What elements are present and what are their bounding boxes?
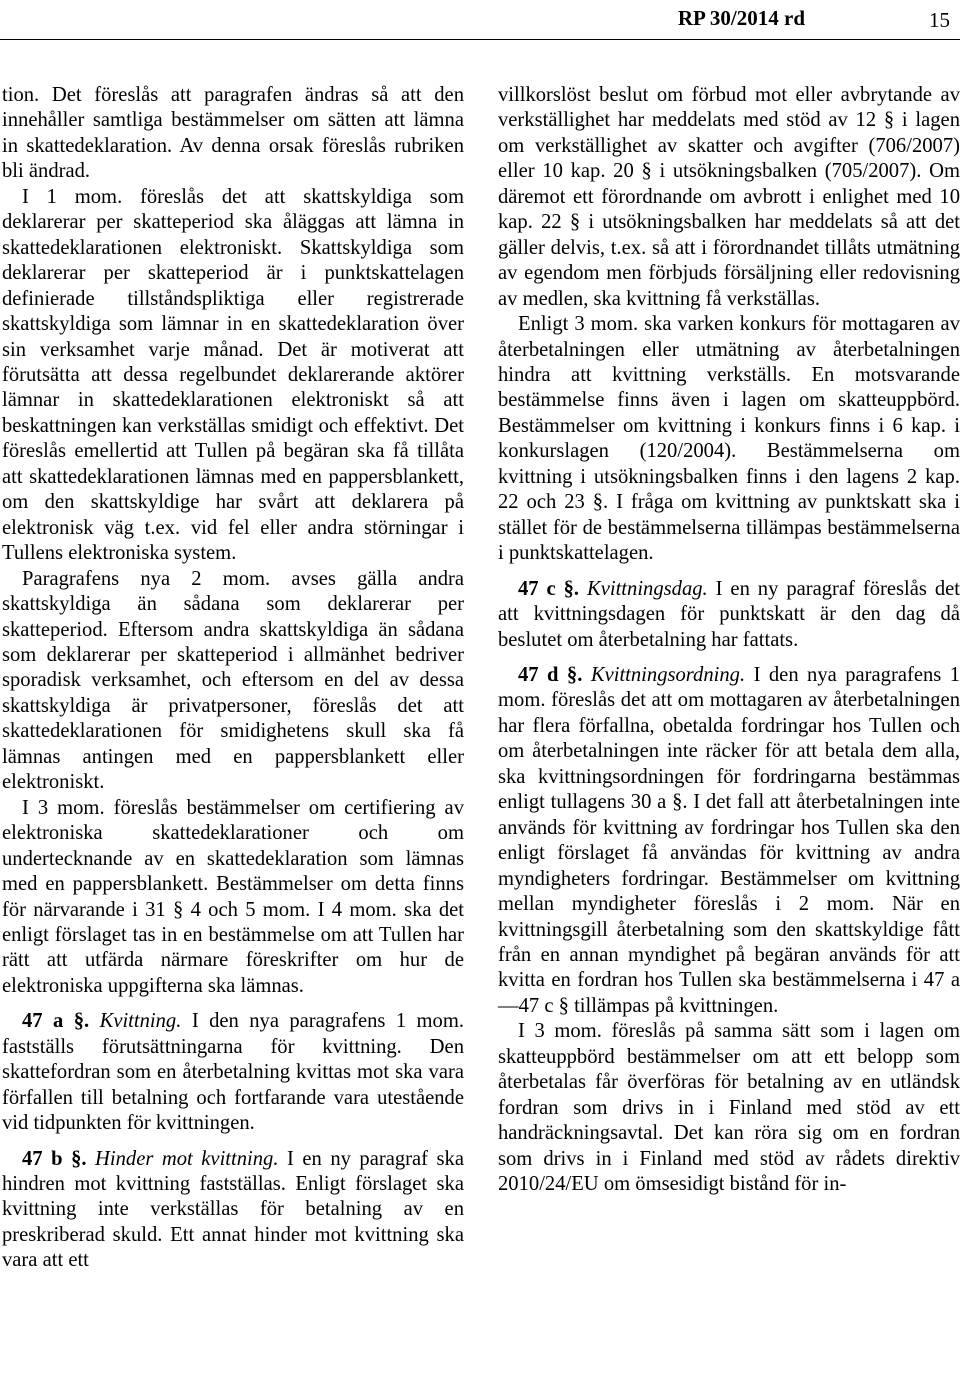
page-number: 15 — [929, 8, 950, 32]
header-rule — [0, 39, 960, 40]
paragraph: I 3 mom. föreslås på samma sätt som i lagen om skatteuppbörd bestämmelser om att ett belopp som återbetalas får överföras för betalning av en utländsk fordran som drivs in i Finland med stöd av ett handräckningsavtal. Det kan röra sig om en fordran som drivs in i Finland med stöd av rådets direktiv 2010/24/EU om ömsesidigt bistånd för in- — [498, 1020, 960, 1196]
section-text: I en ny paragraf ska hindren mot kvittning fastställas. Enligt förslaget ska kvittning inte verkställas för betalning av en preskriberad skuld. Ett annat hinder mot kvittning ska vara att ett — [2, 1147, 464, 1272]
section-heading: Kvittningsdag. — [586, 577, 708, 600]
section-number: 47 c §. — [518, 577, 580, 600]
section-heading: Kvittningsordning. — [590, 663, 746, 686]
section-heading: Kvittning. — [99, 1010, 182, 1033]
section-text: I den nya paragrafens 1 mom. fastställs förutsättningarna för kvittning. Den skattefordran som en återbetalning kvittas mot ska vara förfallen till betalning och fortfarande vara utestående vid tidpunkten för kvittningen. — [2, 1010, 465, 1135]
section-heading: Hinder mot kvittning. — [95, 1147, 279, 1170]
paragraph: I 1 mom. föreslås det att skattskyldiga som deklarerar per skatteperiod ska åläggas att lämna in skattedeklarationen elektroniskt. Skattskyldiga som deklarerar per skatteperiod är i punktskattelagen definierade tillståndspliktiga eller registrerade skattskyldiga som lämnar in en skattedeklaration över sin verksamhet varje månad. Det är motiverat att förutsätta att dessa regelbundet deklarerande aktörer lämnar in skattedeklarationen elektroniskt så att beskattningen kan verkställas smidigt och effektivt. Det föreslås emellertid att Tullen på begäran ska få tillåta att skattedeklarationen lämnas med en pappersblankett, om den skattskyldige har svårt att deklarera på elektronisk väg t.ex. vid fel eller andra störningar i Tullens elektroniska system. — [2, 185, 464, 565]
paragraph: villkorslöst beslut om förbud mot eller avbrytande av verkställighet har meddelats med stöd av 12 § i lagen om verkställighet av skatter och avgifter (706/2007) eller 10 kap. 20 § i utsökningsbalken (705/2007). Om däremot ett förordnande om avbrott i enlighet med 10 kap. 22 § i utsökningsbalken har meddelats så att det gäller delvis, t.ex. så att i förordnandet tillåts utmätning av egendom men förbjuds försäljning eller redovisning av medlen, ska kvittning få verkställas. — [498, 84, 960, 310]
paragraph: Enligt 3 mom. ska varken konkurs för mottagaren av återbetalningen eller utmätning av återbetalningen hindra att kvittning verkställs. En motsvarande bestämmelse finns även i lagen om skatteuppbörd. Bestämmelser om kvittning i konkurs finns i 6 kap. i konkurslagen (120/2004). Bestämmelserna om kvittning i utsökningsbalken finns i den lagens 2 kap. 22 och 23 §. I fråga om kvittning av punktskatt ska i stället för de bestämmelserna tillämpas bestämmelserna i punktskattelagen. — [498, 313, 960, 565]
paragraph-text: 3 mom. föreslås bestämmelser om certifiering av elektroniska skattedeklarationer och om undertecknande av en skattedeklaration som lämnas med en pappersblankett. Bestämmelser om detta finns för närvarande i 31 § 4 och 5 mom. I 4 mom. ska det enligt förslaget tas in en bestämmelse om att Tullen har rätt att utfärda närmare föreskrifter om hur de elektroniska uppgifterna ska lämnas. — [2, 796, 464, 997]
left-column — [2, 83, 464, 1274]
section-47b — [2, 1147, 464, 1274]
document-reference: RP 30/2014 rd — [677, 6, 805, 30]
section-number: 47 d §. — [518, 663, 583, 686]
section-number: 47 a §. — [22, 1010, 90, 1033]
section-text: I en ny paragraf föreslås det att kvittningsdagen för punktskatt är den dag då beslutet om återbetalning har fattats. — [498, 577, 960, 651]
page-header — [0, 6, 960, 36]
paragraph: tion. Det föreslås att paragrafen ändras så att den innehåller samtliga bestämmelser om sätten att lämna in skattedeklaration. Av denna orsak föreslås rubriken bli ändrad. — [2, 84, 464, 183]
section-number: 47 b §. — [22, 1147, 87, 1170]
section-47a — [2, 1009, 464, 1136]
paragraph-text: 1 mom. föreslås det att skattskyldiga som deklarerar per skatteperiod ska åläggas att lämna in skattedeklarationen elektroniskt. Skattskyldiga som deklarerar per skatteperiod är i punktskattelagen definierade tillståndspliktiga eller registrerade skattskyldiga som lämnar in en skattedeklaration över sin verksamhet varje månad. Det är motiverat att förutsätta att dessa regelbundet deklarerande aktörer lämnar in skattedeklarationen elektroniskt så att beskattningen kan verkställas smidigt och effektivt. Det föreslås emellertid att Tullen på begäran ska få tillåta att skattedeklarationen lämnas med en pappersblankett, om den skattskyldige har svårt att deklarera på elektronisk väg t.ex. vid fel eller andra störningar i Tullens elektroniska system. — [2, 185, 464, 565]
right-column — [498, 83, 960, 1197]
section-47d — [498, 663, 960, 1019]
section-text: I den nya paragrafens 1 mom. föreslås det att om mottagaren av återbetalningen har flera förfallna, obetalda fordringar hos Tullen och om återbetalningen inte räcker för att betala dem alla, ska kvittningsordningen för fordringarna bestämmas enligt tullagens 30 a §. I det fall att återbetalningen inte används för kvittning av fordringar hos Tullen ska den enligt förslaget få användas för kvittning av andra myndigheters fordringar. Bestämmelser om kvittning mellan myndigheter föreslås i 2 mom. När en kvittningsgill återbetalning som den skattskyldige fått från en annan myndighet på begäran används för att kvitta en fordran hos Tullen ska bestämmelserna i 47 a—47 c § tillämpas på kvittningen. — [498, 663, 960, 1017]
section-47c — [498, 577, 960, 653]
paragraph-text: 3 mom. föreslås på samma sätt som i lagen om skatteuppbörd bestämmelser om att ett belopp som återbetalas får överföras för betalning av en utländsk fordran som drivs in i Finland med stöd av ett handräckningsavtal. Det kan röra sig om en fordran som drivs in i Finland med stöd av rådets direktiv 2010/24/EU om ömsesidigt bistånd för in- — [498, 1020, 960, 1196]
paragraph: Paragrafens nya 2 mom. avses gälla andra skattskyldiga än sådana som deklarerar per skatteperiod. Eftersom andra skattskyldiga än sådana som deklarerar per skatteperiod i allmänhet bedriver sporadisk verksamhet, och eftersom en del av dessa skattskyldiga är privatpersoner, föreslås det att skattedeklarationen för smidighetens skull ska få lämnas antingen med en pappersblankett eller elektroniskt. — [2, 567, 464, 794]
paragraph: I 3 mom. föreslås bestämmelser om certifiering av elektroniska skattedeklarationer och om undertecknande av en skattedeklaration som lämnas med en pappersblankett. Bestämmelser om detta finns för närvarande i 31 § 4 och 5 mom. I 4 mom. ska det enligt förslaget tas in en bestämmelse om att Tullen har rätt att utfärda närmare föreskrifter om hur de elektroniska uppgifterna ska lämnas. — [2, 796, 464, 997]
